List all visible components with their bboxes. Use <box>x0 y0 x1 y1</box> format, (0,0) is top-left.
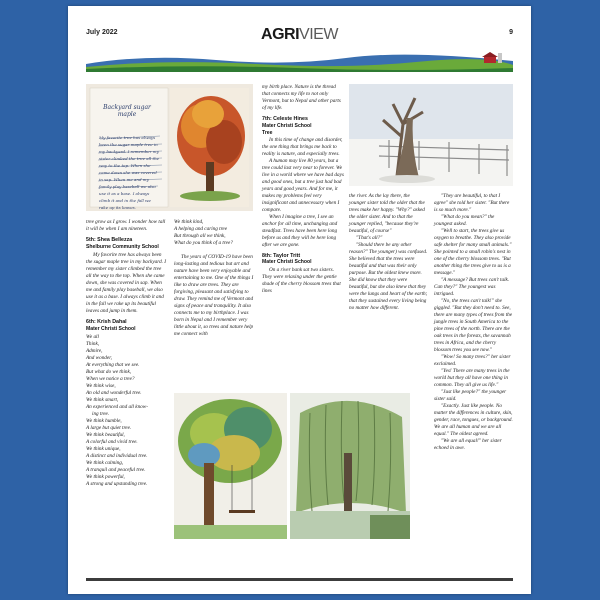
essay-krish-dahal: The years of COVID-19 have been long-lasting and tedious but art and nature have been very enjoyable and entertaining to me. One of the things I like to draw are trees. They are forgiving, pleasant and satisfying to draw. They remind me of Vermont and signs of peace and tranquility. It also connects me to my birthplace. I was born in Nepal and I remember very little about it, so trees and nature help me connect with <box>174 254 254 337</box>
story-paragraph: "A message? But trees can't talk. Can they?" The youngest was intrigued. <box>434 277 510 297</box>
poem-line: We think smart, <box>86 397 119 404</box>
maple-note-title: Backyard sugar maple <box>103 104 151 118</box>
essay-krish-dahal-end: my birth place. Nature is the thread that connects my life to not only Vermont, but to Nepal and other parts of my life. <box>262 84 341 111</box>
issue-date: July 2022 <box>86 29 118 36</box>
newspaper-page <box>68 6 531 594</box>
logo-view: VIEW <box>299 26 338 43</box>
essay-celeste-p3: When I imagine a tree, I see an anchor for all time, unchanging and steadfast. Trees have been here long before us and they will be here long after we are gone. <box>262 213 338 248</box>
maple-note-text: My favorite tree has always been the sugar maple tree in my backyard. I remember my sister climbed the tree all the way to the top. When she came down she was covered in sap. When me and my family play baseball we also use it as a base. I always climb it and in the fall we rake up its leaves. <box>99 135 160 210</box>
heading-6th-krish-dahal: 6th: Krish Dahal <box>86 319 127 326</box>
essay-celeste-p1: In this time of change and disorder, the one thing that brings me back to reality is nature, and especially trees. <box>262 136 343 157</box>
poem-line: When we notice a tree? <box>86 376 135 383</box>
column-1 <box>86 219 166 579</box>
column-5 <box>434 193 514 571</box>
story-paragraph: "What do you mean?" the youngest asked. <box>434 214 495 227</box>
page-number: 9 <box>509 29 513 36</box>
tree-with-swing-artwork <box>174 393 287 539</box>
essay-celeste-p2: A human may live 80 years, but a tree could last very near to forever. We live in a world where we have bad days and good ones, but a tree just had bad years and good years. And for me, it makes my problems feel very insignificant and unnecessary when I compare. <box>262 157 344 213</box>
weeping-willow-artwork <box>290 393 410 539</box>
poem-line: What do you think of a tree? <box>174 240 233 246</box>
story-paragraph: "Exactly. Just like people. No matter the differences in culture, skin, gender, race, tongues, or background. We are all human and we are all equal." The oldest agreed. <box>434 403 513 437</box>
poem-line: And wonder, <box>86 355 112 362</box>
school-shelburne: Shelburne Community School <box>86 243 159 250</box>
poem-line: A tranquil and peaceful tree. <box>86 467 146 474</box>
winter-tree-fence-artwork <box>349 84 513 186</box>
story-taylor-p2: the river. As the lay there, the younger sister told the older that the trees make her happy. "Why?" asked the older sister. And to that the younger replied, "because they're beautiful, of course" <box>349 193 425 234</box>
heading-7th-celeste-hines: 7th: Celeste Hines <box>262 116 308 122</box>
story-taylor-p4: "Should there be any other reason?" The younger) was confused. She believed that the trees were beautiful and that was their only purpose. But the oldest knew more. She did know that they were beautiful, but she also knew that they were the lungs and heart of the earth; that they sustained every living being no matter how different. <box>349 242 428 311</box>
page-header <box>86 26 513 50</box>
agriview-logo <box>86 26 513 44</box>
poem-line: We think powerful, <box>86 474 125 481</box>
poem-line: An experienced and all know- <box>86 404 148 411</box>
poem-line: A large but quiet tree. <box>86 425 132 432</box>
essay-shea-bellezza: My favorite tree has always been the sugar maple tree in my backyard. I remember my sister climbed the tree all the way to the top. When she came down, she was covered in sap. When me and family play baseball, we also use it as a base. I always climb it and in the fall we rake up its beautiful leaves and jump in them. <box>86 252 167 315</box>
poem-line: We think wise, <box>86 383 116 390</box>
heading-5th-shea-bellezza: 5th: Shea Bellezza <box>86 237 133 243</box>
farm-landscape-banner <box>86 50 513 72</box>
logo-agri: AGRI <box>261 26 300 43</box>
poem-line: Think, <box>86 341 100 348</box>
poem-line: We think humble, <box>86 418 122 425</box>
footer-rule <box>86 578 513 581</box>
maple-essay-tail: tree grow as I grow. I wonder how tall it will be when I am nineteen. <box>86 219 166 232</box>
poem-line: We think kind, <box>174 219 204 225</box>
poem-line: But through all we think, <box>174 233 226 239</box>
poem-krish-dahal <box>86 334 166 488</box>
poem-line: A colorful and vivid tree. <box>86 439 138 446</box>
poem-line: An old and wonderful tree. <box>86 390 142 397</box>
story-taylor-p1: On a river bank sat two sisters. They were relaxing under the gentle shade of the cherry blossom trees that lines <box>262 266 341 294</box>
poem-line: But what do we think, <box>86 369 132 376</box>
poem-line: At everything that we see. <box>86 362 140 369</box>
column-2 <box>174 219 256 389</box>
column-3 <box>262 84 344 390</box>
story-paragraph: "Well to start, the trees give us oxygen to breathe. They also provide safe shelter for many small animals." She pointed to a small robin's nest in one of the cherry blossom trees. "But another thing the trees give to us is a message." <box>434 228 512 276</box>
poem-title-tree: Tree <box>262 130 273 137</box>
poem-line: We think beautiful, <box>86 432 125 439</box>
story-paragraph: "No, the trees can't talk!" she giggled. "But they don't need to. See, there are many types of trees from the jungle trees in South America to the pine trees of the north. There are the oak trees in the forests, the savannah trees in Africa, and the cherry blossom trees you see now." <box>434 298 513 353</box>
maple-tree-note-artwork <box>86 84 253 211</box>
story-paragraph: "We are all equal!" her sister echoed in awe. <box>434 438 502 451</box>
poem-line: A helping and caring tree <box>174 226 228 232</box>
poem-line: We think unique, <box>86 446 121 453</box>
story-taylor-p3: "That's all?" <box>356 235 383 241</box>
poem-line: We all <box>86 334 99 341</box>
story-paragraph: "Wow! So many trees?" her sister exclaimed. <box>434 354 511 367</box>
poem-line: A strong and upstanding tree. <box>86 481 148 488</box>
school-mater-christi-6th: Mater Christi School <box>86 325 136 332</box>
column-4 <box>349 193 428 389</box>
heading-8th-taylor-tritt: 8th: Taylor Tritt <box>262 252 301 259</box>
poem-line: ing tree. <box>92 411 110 418</box>
story-paragraph: "Just like people?" the younger sister said. <box>434 389 507 402</box>
poem-line: We think calming, <box>86 460 124 467</box>
story-paragraph: "They are beautiful, to that I agree" she told her sister. "But there is so much more." <box>434 193 510 213</box>
poem-line: A distinct and individual tree. <box>86 453 148 460</box>
school-mater-christi-8th: Mater Christi School <box>262 259 312 266</box>
poem-line: Admire, <box>86 348 103 355</box>
story-paragraph: "Yes! There are many trees in the world but they all have one thing in common. They all give us life." <box>434 368 510 388</box>
school-mater-christi-7th: Mater Christi School <box>262 122 312 129</box>
